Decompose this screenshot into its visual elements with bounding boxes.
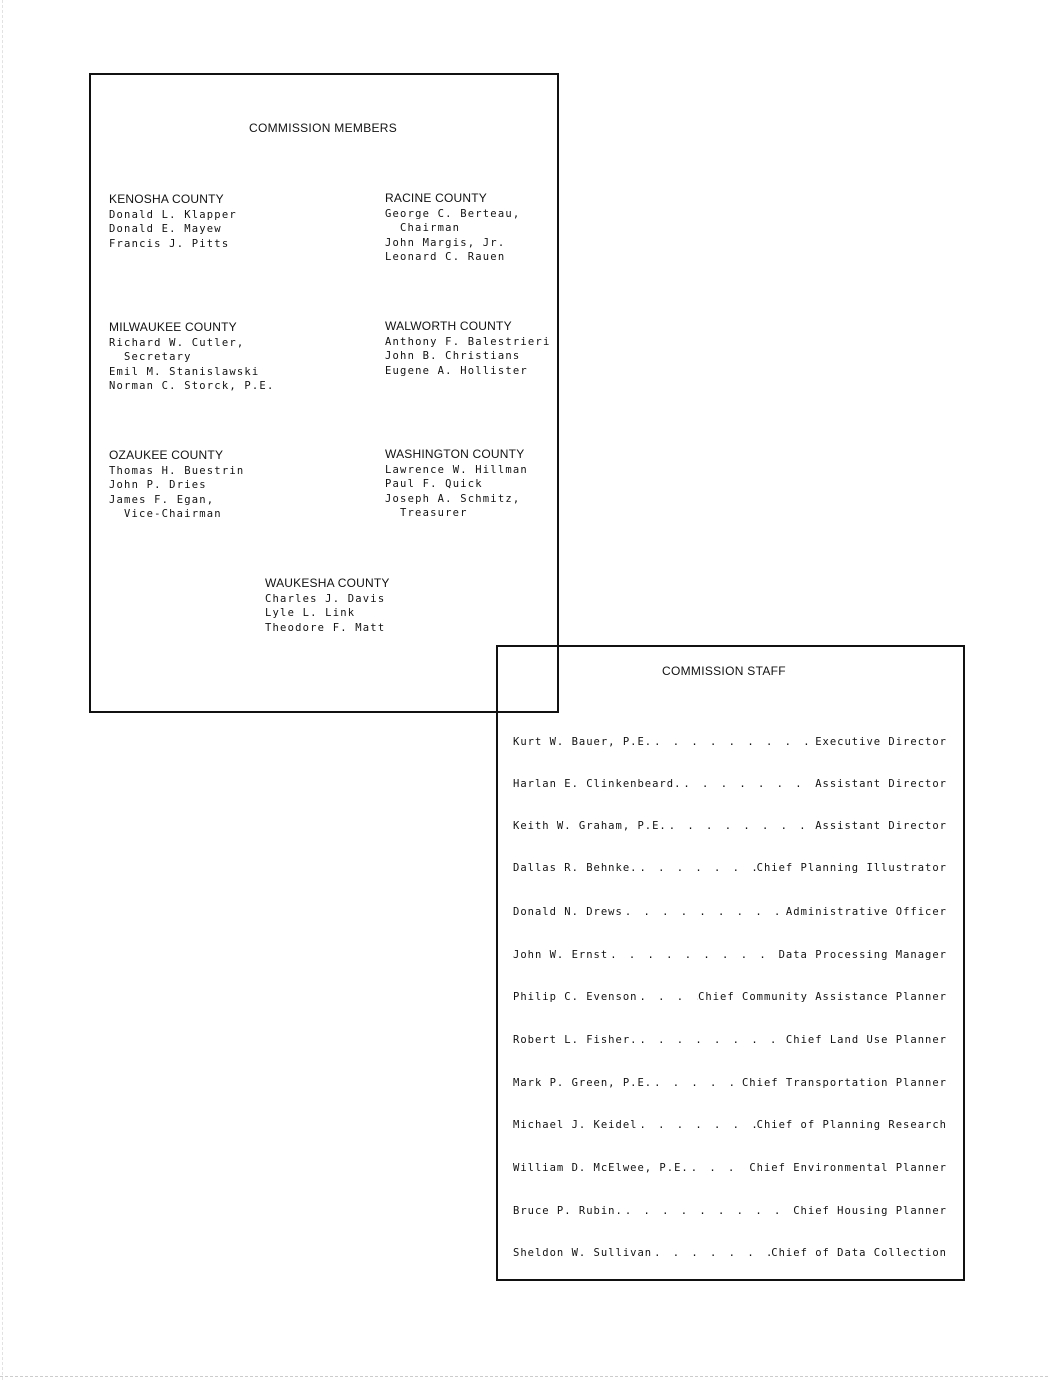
walworth-county-block — [385, 319, 550, 378]
staff-row — [513, 949, 947, 961]
leader-dots — [689, 1162, 750, 1174]
staff-role: Executive Director — [815, 736, 947, 748]
commission-members-title: COMMISSION MEMBERS — [249, 121, 398, 135]
racine-county-block — [385, 191, 520, 265]
leader-dots — [667, 820, 815, 832]
staff-role: Assistant Director — [815, 778, 947, 790]
staff-name: Dallas R. Behnke. — [513, 862, 638, 874]
county-name: MILWAUKEE COUNTY — [109, 320, 237, 334]
staff-row — [513, 1034, 947, 1046]
staff-row — [513, 1119, 947, 1131]
member-name: Lawrence W. Hillman — [385, 463, 528, 476]
page-edge-left — [2, 0, 3, 1380]
staff-name: Philip C. Evenson — [513, 991, 638, 1003]
staff-role: Data Processing Manager — [778, 949, 947, 961]
staff-row — [513, 778, 947, 790]
staff-row — [513, 991, 947, 1003]
member-name: Eugene A. Hollister — [385, 364, 528, 377]
staff-name: John W. Ernst — [513, 949, 609, 961]
page-edge-bottom — [0, 1376, 1048, 1377]
member-title: Vice-Chairman — [124, 508, 222, 520]
member-name: Joseph A. Schmitz, — [385, 492, 521, 505]
member-name: George C. Berteau, — [385, 207, 521, 220]
county-name: RACINE COUNTY — [385, 191, 487, 205]
staff-name: Sheldon W. Sullivan — [513, 1247, 653, 1259]
staff-row — [513, 906, 947, 918]
member-name: Leonard C. Rauen — [385, 251, 506, 263]
member-title: Secretary — [124, 351, 192, 363]
member-name: Donald L. Klapper — [109, 208, 237, 221]
member-title: Chairman — [400, 222, 461, 234]
ozaukee-county-block — [109, 448, 244, 522]
staff-name: Harlan E. Clinkenbeard. — [513, 778, 682, 790]
staff-name: Keith W. Graham, P.E. — [513, 820, 667, 832]
kenosha-county-block — [109, 192, 237, 251]
leader-dots — [652, 1077, 742, 1089]
member-name: Thomas H. Buestrin — [109, 464, 245, 477]
member-name: Charles J. Davis — [265, 592, 386, 605]
member-name: Norman C. Storck, P.E. — [109, 380, 275, 392]
member-name: John P. Dries — [109, 479, 207, 491]
member-name: Theodore F. Matt — [265, 621, 386, 634]
leader-dots — [681, 778, 815, 790]
member-name: James F. Egan, — [109, 493, 215, 506]
staff-row — [513, 820, 947, 832]
staff-role: Administrative Officer — [785, 906, 947, 918]
staff-name: Kurt W. Bauer, P.E. — [513, 736, 653, 748]
staff-name: Donald N. Drews — [513, 906, 623, 918]
leader-dots — [637, 862, 756, 874]
county-name: WASHINGTON COUNTY — [385, 447, 525, 461]
leader-dots — [652, 1247, 771, 1259]
staff-row — [513, 1077, 947, 1089]
member-name: John B. Christians — [385, 350, 521, 362]
staff-role: Chief Housing Planner — [793, 1205, 947, 1217]
member-title: Treasurer — [400, 507, 468, 519]
staff-name: Michael J. Keidel — [513, 1119, 638, 1131]
staff-name: Robert L. Fisher. — [513, 1034, 638, 1046]
member-name: Paul F. Quick — [385, 478, 483, 490]
staff-role: Chief Transportation Planner — [741, 1077, 947, 1089]
staff-row — [513, 1205, 947, 1217]
staff-name: Bruce P. Rubin. — [513, 1205, 623, 1217]
staff-role: Chief Environmental Planner — [749, 1162, 947, 1174]
county-name: KENOSHA COUNTY — [109, 192, 224, 206]
county-name: OZAUKEE COUNTY — [109, 448, 224, 462]
milwaukee-county-block — [109, 320, 274, 394]
leader-dots — [623, 906, 786, 918]
county-name: WALWORTH COUNTY — [385, 319, 512, 333]
staff-row — [513, 1247, 947, 1259]
washington-county-block — [385, 447, 528, 521]
staff-row — [513, 862, 947, 874]
staff-role: Chief Planning Illustrator — [756, 862, 947, 874]
staff-row — [513, 1162, 947, 1174]
staff-role: Assistant Director — [815, 820, 947, 832]
leader-dots — [608, 949, 778, 961]
staff-role: Chief Land Use Planner — [785, 1034, 947, 1046]
member-name: Lyle L. Link — [265, 607, 356, 619]
staff-role: Chief Community Assistance Planner — [698, 991, 947, 1003]
waukesha-county-block — [265, 576, 390, 635]
staff-row — [513, 736, 947, 748]
county-name: WAUKESHA COUNTY — [265, 576, 390, 590]
member-name: Donald E. Mayew — [109, 223, 222, 235]
member-name: Richard W. Cutler, — [109, 336, 245, 349]
staff-name: William D. McElwee, P.E. — [513, 1162, 689, 1174]
leader-dots — [637, 1119, 756, 1131]
member-name: John Margis, Jr. — [385, 236, 506, 249]
leader-dots — [637, 1034, 785, 1046]
leader-dots — [623, 1205, 793, 1217]
member-name: Emil M. Stanislawski — [109, 365, 260, 378]
member-name: Anthony F. Balestrieri — [385, 335, 551, 348]
staff-name: Mark P. Green, P.E. — [513, 1077, 653, 1089]
commission-staff-title: COMMISSION STAFF — [662, 664, 786, 678]
member-name: Francis J. Pitts — [109, 237, 230, 250]
leader-dots — [637, 991, 698, 1003]
staff-role: Chief of Data Collection — [771, 1247, 947, 1259]
leader-dots — [652, 736, 815, 748]
staff-role: Chief of Planning Research — [756, 1119, 947, 1131]
